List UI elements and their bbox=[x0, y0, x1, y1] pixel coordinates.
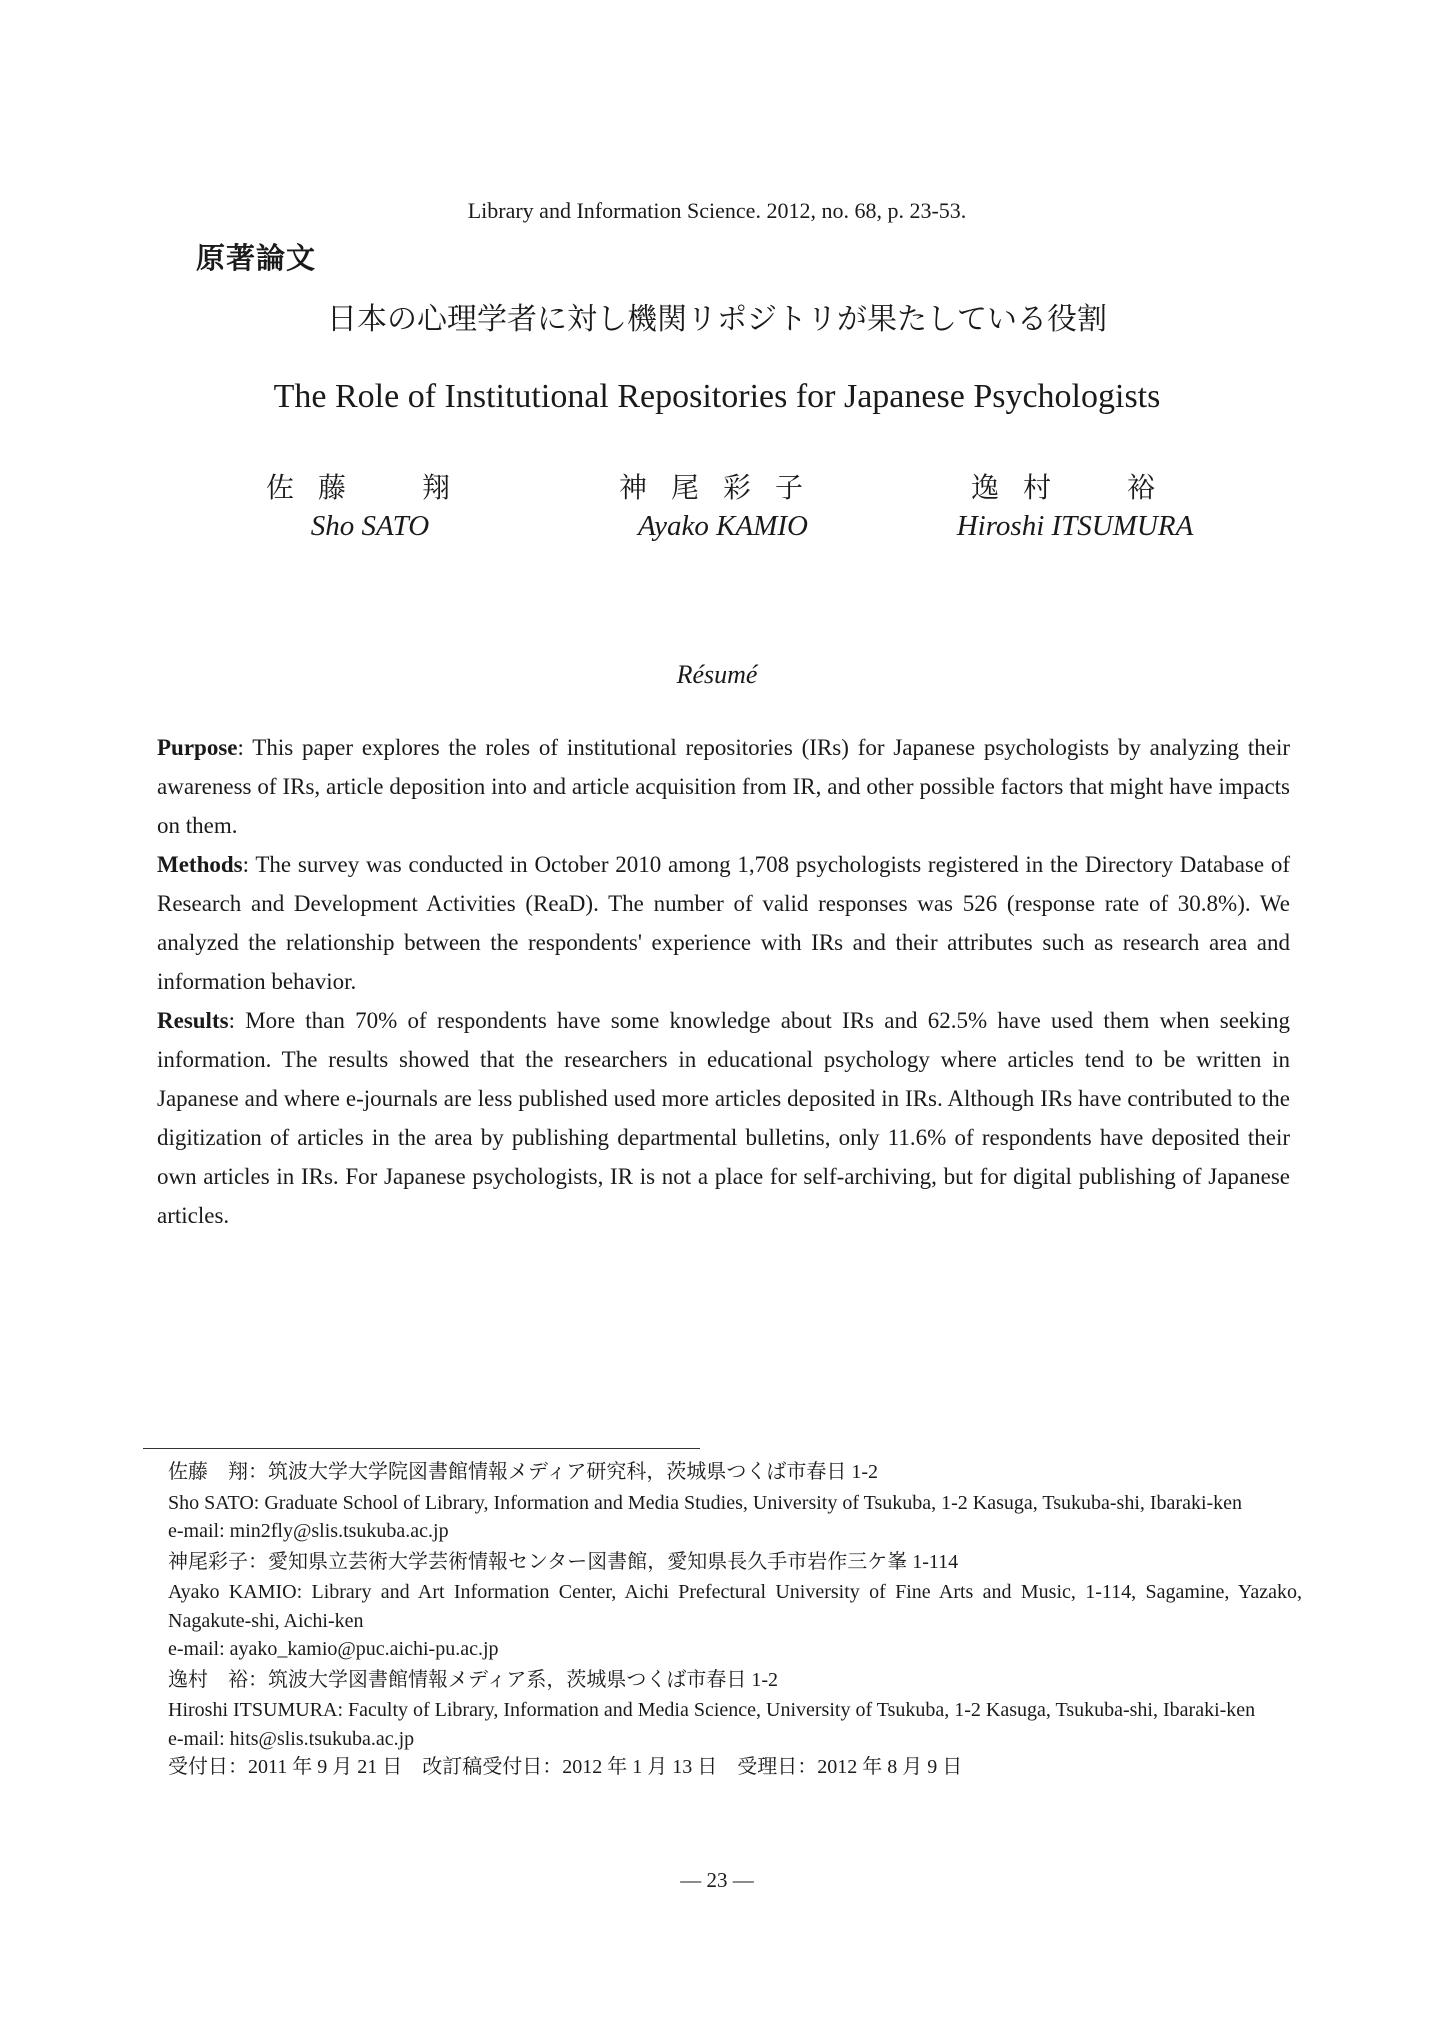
footnote-divider bbox=[143, 1448, 700, 1449]
author-name-en: Hiroshi ITSUMURA bbox=[956, 510, 1194, 542]
footnote-affiliation-jp: 逸村 裕：筑波大学図書館情報メディア系，茨城県つくば市春日 1-2 bbox=[168, 1668, 779, 1691]
section-label: Methods bbox=[157, 852, 243, 877]
author-name-jp: 神尾彩子 bbox=[618, 471, 827, 504]
footnote-dates: 受付日：2011 年 9 月 21 日 改訂稿受付日：2012 年 1 月 13 日 受理日：2012 年 8 月 9 日 bbox=[168, 1756, 963, 1778]
author-name-en: Ayako KAMIO bbox=[638, 510, 808, 542]
section-text: : The survey was conducted in October 2010 among 1,708 psychologists registered in the Directory Database of Research and Development Activities (ReaD). The number of valid responses was 526 (response rate of 30.8%). We analyzed the relationship between the respondents' experience with IRs and their attributes such as research area and information behavior. bbox=[157, 852, 1290, 994]
abstract-methods bbox=[157, 845, 1290, 1001]
abstract-purpose bbox=[157, 728, 1290, 845]
footnote-email[interactable]: e-mail: ayako_kamio@puc.aichi-pu.ac.jp bbox=[168, 1638, 499, 1660]
footnote-affiliation-jp: 佐藤 翔：筑波大学大学院図書館情報メディア研究科，茨城県つくば市春日 1-2 bbox=[168, 1461, 879, 1483]
footnote-affiliation-en: Ayako KAMIO: Library and Art Information Center, Aichi Prefectural University of Fine Arts and Music, 1-114, Sagamine, Yazako, Nagakute-shi, Aichi-ken bbox=[168, 1581, 1302, 1632]
author-name-jp: 佐藤 翔 bbox=[265, 471, 474, 504]
page-number: — 23 — bbox=[680, 1868, 754, 1892]
abstract-body bbox=[157, 728, 1290, 1235]
footnotes bbox=[168, 1458, 1302, 1782]
section-text: : This paper explores the roles of institutional repositories (IRs) for Japanese psychologists by analyzing their awareness of IRs, article deposition into and article acquisition from IR, and other possible factors that might have impacts on them. bbox=[157, 735, 1290, 838]
title-japanese: 日本の心理学者に対し機関リポジトリが果たしている役割 bbox=[327, 302, 1107, 337]
section-text: : More than 70% of respondents have some knowledge about IRs and 62.5% have used them when seeking information. The results showed that the researchers in educational psychology where articles tend to be written in Japanese and where e-journals are less published used more articles deposited in IRs. Although IRs have contributed to the digitization of articles in the area by publishing departmental bulletins, only 11.6% of respondents have deposited their own articles in IRs. For Japanese psychologists, IR is not a place for self-archiving, but for digital publishing of Japanese articles. bbox=[157, 1008, 1290, 1228]
title-english: The Role of Institutional Repositories for Japanese Psychologists bbox=[273, 378, 1161, 415]
section-label: Results bbox=[157, 1008, 229, 1033]
article-category: 原著論文 bbox=[196, 241, 317, 275]
author-2 bbox=[543, 466, 903, 543]
footnote-affiliation-jp: 神尾彩子：愛知県立芸術大学芸術情報センター図書館，愛知県長久手市岩作三ケ峯 1-114 bbox=[168, 1550, 959, 1573]
author-name-en: Sho SATO bbox=[310, 510, 430, 542]
section-label: Purpose bbox=[157, 735, 238, 760]
footnote-affiliation-en: Sho SATO: Graduate School of Library, Information and Media Studies, University of Tsukuba, 1-2 Kasuga, Tsukuba-shi, Ibaraki-ken bbox=[168, 1491, 1243, 1514]
footnote-email[interactable]: e-mail: hits@slis.tsukuba.ac.jp bbox=[168, 1727, 415, 1750]
author-3 bbox=[895, 466, 1255, 543]
author-name-jp: 逸村 裕 bbox=[970, 471, 1179, 504]
author-1 bbox=[190, 466, 550, 543]
footnote-affiliation-en: Hiroshi ITSUMURA: Faculty of Library, Information and Media Science, University of Tsukuba, 1-2 Kasuga, Tsukuba-shi, Ibaraki-ken bbox=[168, 1699, 1256, 1721]
journal-citation: Library and Information Science. 2012, no. 68, p. 23-53. bbox=[467, 198, 967, 223]
abstract-heading: Résumé bbox=[676, 660, 758, 689]
footnote-email[interactable]: e-mail: min2fly@slis.tsukuba.ac.jp bbox=[168, 1520, 449, 1542]
abstract-results bbox=[157, 1001, 1290, 1235]
